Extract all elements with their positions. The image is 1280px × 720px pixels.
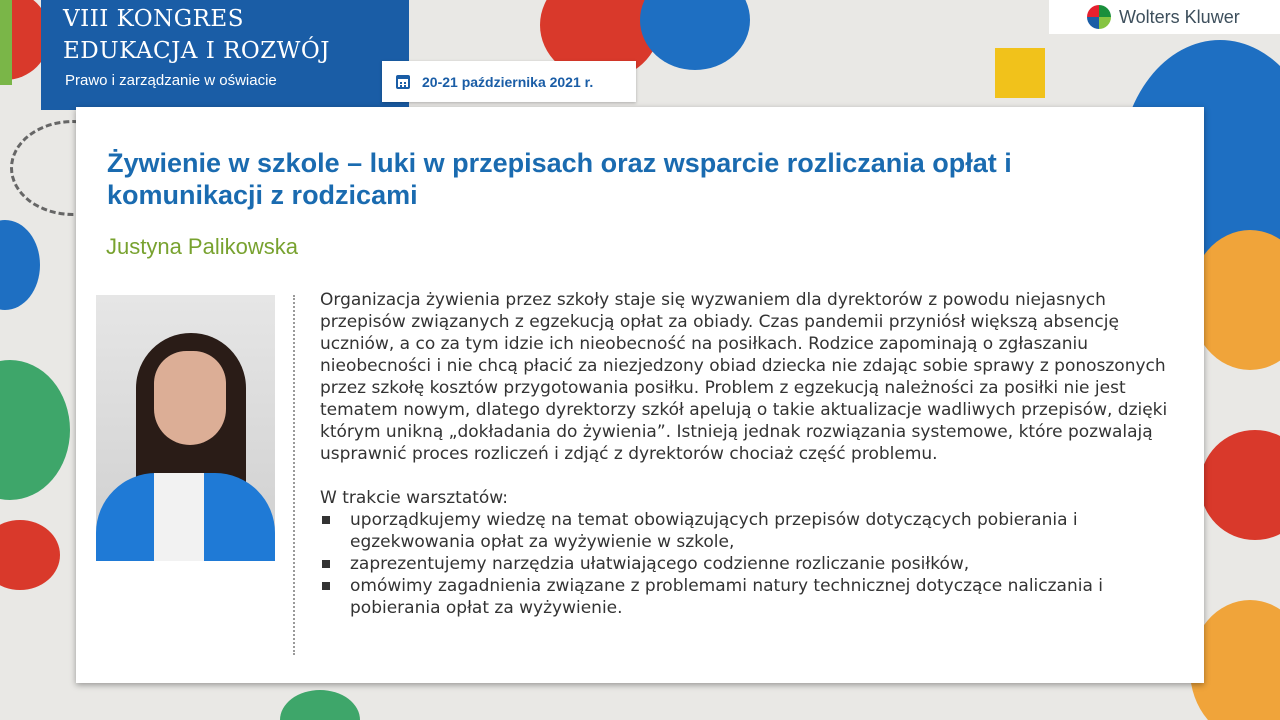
square-bullet-icon bbox=[322, 582, 330, 590]
decor-circle bbox=[1200, 430, 1280, 540]
list-item: uporządkujemy wiedzę na temat obowiązujących przepisów dotyczących pobierania i egzekwowania opłat za wyżywienie w szkole, bbox=[320, 509, 1180, 553]
event-banner bbox=[41, 0, 409, 110]
brand-logo bbox=[1049, 0, 1280, 34]
workshop-points bbox=[320, 509, 1180, 619]
square-bullet-icon bbox=[322, 560, 330, 568]
event-title-line1: VIII KONGRES bbox=[63, 6, 244, 32]
brand-name: Wolters Kluwer bbox=[1119, 6, 1240, 27]
decor-square bbox=[995, 48, 1045, 98]
event-date: 20-21 października 2021 r. bbox=[422, 73, 594, 90]
event-date-box bbox=[382, 61, 636, 102]
wolters-kluwer-logo-icon bbox=[1087, 5, 1111, 29]
session-title: Żywienie w szkole – luki w przepisach oraz wsparcie rozliczania opłat i komunikacji z rodzicami bbox=[107, 148, 1012, 210]
list-intro: W trakcie warsztatów: bbox=[320, 488, 509, 508]
decor-circle bbox=[640, 0, 750, 70]
dotted-divider bbox=[293, 295, 295, 655]
event-subtitle: Prawo i zarządzanie w oświacie bbox=[65, 72, 277, 89]
decor-circle bbox=[0, 360, 70, 500]
session-card bbox=[76, 107, 1204, 683]
author-photo bbox=[96, 295, 275, 561]
decor-circle bbox=[0, 220, 40, 310]
decor-circle bbox=[280, 690, 360, 720]
square-bullet-icon bbox=[322, 516, 330, 524]
session-content bbox=[320, 289, 1180, 619]
session-author: Justyna Palikowska bbox=[106, 234, 298, 259]
list-item: omówimy zagadnienia związane z problemami natury technicznej dotyczące naliczania i pobierania opłat za wyżywienie. bbox=[320, 575, 1180, 619]
calendar-icon bbox=[396, 75, 410, 89]
banner-accent bbox=[0, 0, 12, 85]
list-item: zaprezentujemy narzędzia ułatwiającego codzienne rozliczanie posiłków, bbox=[320, 553, 1180, 575]
decor-circle bbox=[0, 520, 60, 590]
session-description: Organizacja żywienia przez szkoły staje się wyzwaniem dla dyrektorów z powodu niejasnych przepisów związanych z egzekucją opłat za obiady. Czas pandemii przyniósł większą absencję uczniów, a co za tym idzie ich nieobecność na posiłkach. Rodzice zapominają o zgłaszaniu nieobecności i nie chcą płacić za niezjedzony obiad dziecka nie zdając sobie sprawy z ponoszonych przez szkołę kosztów przygotowania posiłku. Problem z egzekucją należności za posiłki nie jest tematem nowym, dlatego dyrektorzy szkół apelują o takie aktualizacje wadliwych przepisów, dzięki którym unikną „dokładania do żywienia”. Istnieją jednak rozwiązania systemowe, które pozwalają usprawnić proces rozliczeń i zdjąć z dyrektorów chociaż część problemu. bbox=[320, 290, 1168, 464]
event-title-line2: EDUKACJA I ROZWÓJ bbox=[63, 38, 330, 64]
